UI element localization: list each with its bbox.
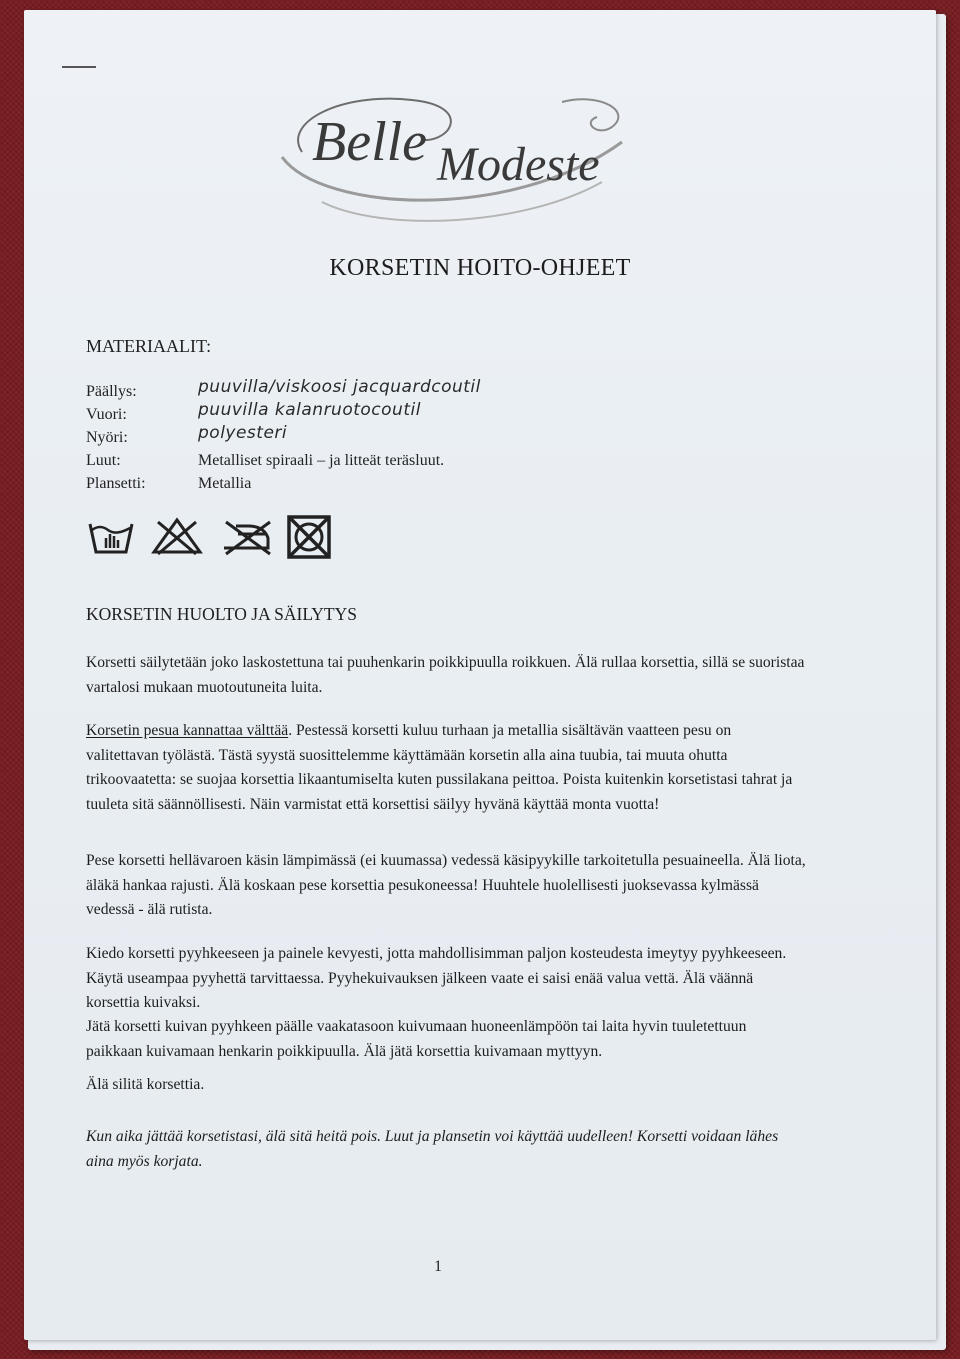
material-label: Vuori: (86, 406, 127, 423)
no-ironing-icon (218, 514, 276, 558)
paragraph-hand-wash: Pese korsetti hellävaroen käsin lämpimässä (ei kuumassa) vedessä käsipyykille tarkoitetulla pesuaineella. Älä liota, äläkä hankaa rajusti. Älä koskaan pese korsettia pesukoneessa! Huuhtele huolellisesti juoksevassa kylmässä vedessä - älä rutista. (86, 852, 806, 918)
paragraph-washing-advice (86, 719, 806, 817)
margin-mark (62, 66, 96, 68)
paragraph-drying: Kiedo korsetti pyyhkeeseen ja painele kevyesti, jotta mahdollisimman paljon kosteudesta imeytyy pyyhkeeseen. Käytä useampaa pyyhettä tarvittaessa. Pyyhekuivauksen jälkeen vaate ei saisi enää valua vettä. Älä väännä korsettia kuivaksi. (86, 945, 787, 1011)
no-bleach-icon (150, 514, 204, 558)
material-value-handwritten: puuvilla kalanruotocoutil (198, 400, 421, 420)
material-value-handwritten: puuvilla/viskoosi jacquardcoutil (198, 377, 481, 397)
svg-text:Belle: Belle (312, 111, 428, 173)
paragraph-storage: Korsetti säilytetään joko laskostettuna tai puuhenkarin poikkipuulla roikkuen. Älä rullaa korsettia, sillä se suoristaa vartalosi mukaan muotoutuneita luita. (86, 654, 805, 696)
material-label: Plansetti: (86, 475, 146, 492)
paragraph-reuse: Kun aika jättää korsetistasi, älä sitä heitä pois. Luut ja plansetin voi käyttää uudelleen! Korsetti voidaan lähes aina myös korjata. (86, 1128, 779, 1170)
svg-text:Modeste: Modeste (437, 138, 600, 191)
paragraph-text: . Pestessä korsetti kuluu turhaan ja metallia sisältävän vaatteen pesu on valitettavan työlästä. Tästä syystä suosittelemme käyttämään korsetin alla aina tuubia, tai muuta ohutta trikoovaatetta: se suojaa korsettia likaantumiselta kuten pussilakana peittoa. Poista kuitenkin korsetistasi tahrat ja tuuleta sitä säännöllisesti. Näin varmistat että korsettisi säilyy hyvänä käyttää monta vuotta! (86, 722, 793, 813)
paragraph-no-ironing: Älä silitä korsettia. (86, 1076, 205, 1093)
material-label: Päällys: (86, 383, 137, 400)
care-section-heading: KORSETIN HUOLTO JA SÄILYTYS (86, 604, 357, 624)
material-label: Nyöri: (86, 429, 128, 446)
material-value: Metallia (198, 475, 252, 492)
material-value-handwritten: polyesteri (198, 423, 288, 443)
material-label: Luut: (86, 452, 121, 469)
paragraph-drying-2: Jätä korsetti kuivan pyyhkeen päälle vaakatasoon kuivumaan huoneenlämpöön tai laita hyvin tuuletettuun paikkaan kuivamaan henkarin poikkipuulla. Älä jätä korsettia kuivamaan myttyyn. (86, 1018, 747, 1060)
page-number: 1 (434, 1258, 442, 1275)
materials-heading: MATERIAALIT: (86, 336, 212, 356)
material-value: Metalliset spiraali – ja litteät teräsluut. (198, 452, 445, 469)
belle-modeste-logo (262, 82, 642, 232)
page-title: KORSETIN HOITO-OHJEET (329, 255, 631, 281)
underlined-phrase: Korsetin pesua kannattaa välttää (86, 722, 289, 739)
no-tumble-dry-icon (286, 514, 332, 560)
hand-wash-icon (86, 514, 136, 558)
